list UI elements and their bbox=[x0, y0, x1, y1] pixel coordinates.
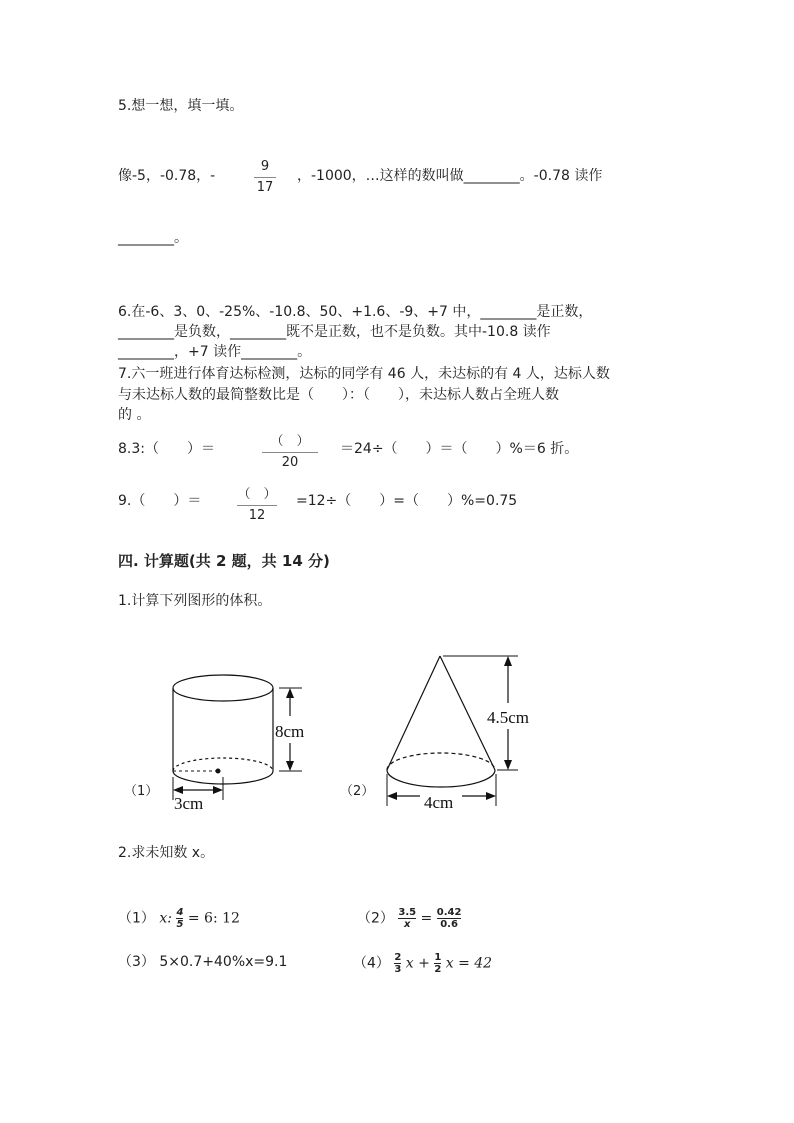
e3-expression: 5×0.7+40%x=9.1 bbox=[159, 954, 288, 970]
section4-item2: 2.求未知数 x。 bbox=[118, 845, 215, 861]
cylinder-radius-label: 3cm bbox=[174, 794, 204, 813]
q5-frac-num: 9 bbox=[260, 159, 270, 174]
section4-title: 四. 计算题(共 2 题，共 14 分) bbox=[118, 552, 330, 570]
q8-frac-den: 20 bbox=[281, 455, 299, 470]
q5-title: 5.想一想，填一填。 bbox=[118, 98, 244, 114]
section4-item1: 1.计算下列图形的体积。 bbox=[118, 593, 272, 609]
equation-1 bbox=[118, 907, 240, 930]
equation-2 bbox=[357, 907, 461, 930]
q7-line3: 的 。 bbox=[118, 407, 151, 423]
q8-frac-num: （ ） bbox=[270, 434, 310, 449]
e4-num1: 2 bbox=[394, 952, 402, 963]
e4-fraction-2 bbox=[434, 952, 441, 975]
q7-line1: 7.六一班进行体育达标检测，达标的同学有 46 人，未达标的有 4 人，达标人数 bbox=[118, 366, 610, 382]
q9-frac-num: （ ） bbox=[237, 487, 277, 502]
e2-num1: 3.5 bbox=[398, 907, 417, 918]
q6-line2: ________是负数，________既不是正数，也不是负数。其中-10.8 读作 bbox=[118, 324, 551, 340]
e2-num2: 0.42 bbox=[436, 907, 462, 918]
e1-num: 4 bbox=[176, 907, 184, 918]
e4-den1: 3 bbox=[394, 964, 402, 975]
e2-den2: 0.6 bbox=[437, 918, 462, 930]
q5-frac-den: 17 bbox=[256, 180, 274, 195]
e1-fraction bbox=[176, 907, 183, 930]
e1-den: 5 bbox=[176, 919, 184, 930]
q5-line1-suffix: ，-1000，…这样的数叫做________。-0.78 读作 bbox=[297, 168, 603, 184]
q9-suffix: =12÷（ ）=（ ）%=0.75 bbox=[296, 493, 518, 509]
e2-fraction-right bbox=[437, 907, 462, 930]
e4-den2: 2 bbox=[434, 964, 442, 975]
equation-3 bbox=[118, 952, 287, 972]
q6-line3: ________，+7 读作________。 bbox=[118, 344, 312, 360]
e4-num2: 1 bbox=[434, 952, 442, 963]
e2-label: （2） bbox=[357, 910, 394, 927]
q6-line1: 6.在-6、3、0、-25%、-10.8、50、+1.6、-9、+7 中，________是正数， bbox=[118, 304, 593, 320]
q5-line1-prefix: 像-5，-0.78，- bbox=[118, 168, 216, 184]
e4-fraction-1 bbox=[394, 952, 401, 975]
e1-label: （1） bbox=[118, 910, 155, 927]
e1-rhs: = 6: 12 bbox=[187, 910, 240, 927]
cone-height-label: 4.5cm bbox=[487, 708, 530, 727]
e2-fraction-left bbox=[398, 907, 416, 930]
q8-suffix: ＝24÷（ ）＝（ ）%＝6 折。 bbox=[340, 441, 579, 457]
q9-prefix: 9.（ ）＝ bbox=[118, 493, 202, 509]
cylinder-height-label: 8cm bbox=[275, 722, 305, 741]
q7-line2: 与未达标人数的最简整数比是（ ）：（ ），未达标人数占全班人数 bbox=[118, 387, 559, 403]
cone-figure bbox=[387, 656, 518, 806]
e4-middle: x + bbox=[405, 955, 430, 972]
cone-diameter-label: 4cm bbox=[424, 793, 454, 812]
cylinder-number: （1） bbox=[124, 784, 159, 799]
q8-prefix: 8.3:（ ）＝ bbox=[118, 441, 215, 457]
e4-label: （4） bbox=[353, 955, 390, 972]
cone-number: （2） bbox=[340, 784, 375, 799]
q5-line2: ________。 bbox=[118, 230, 188, 246]
e2-den1: x bbox=[398, 918, 416, 930]
e4-rhs: x = 42 bbox=[445, 955, 493, 972]
e3-label: （3） bbox=[118, 954, 155, 970]
e2-equals: = bbox=[420, 910, 433, 927]
e1-x: x: bbox=[159, 910, 172, 927]
equation-4 bbox=[353, 952, 492, 975]
q9-frac-den: 12 bbox=[248, 508, 266, 523]
